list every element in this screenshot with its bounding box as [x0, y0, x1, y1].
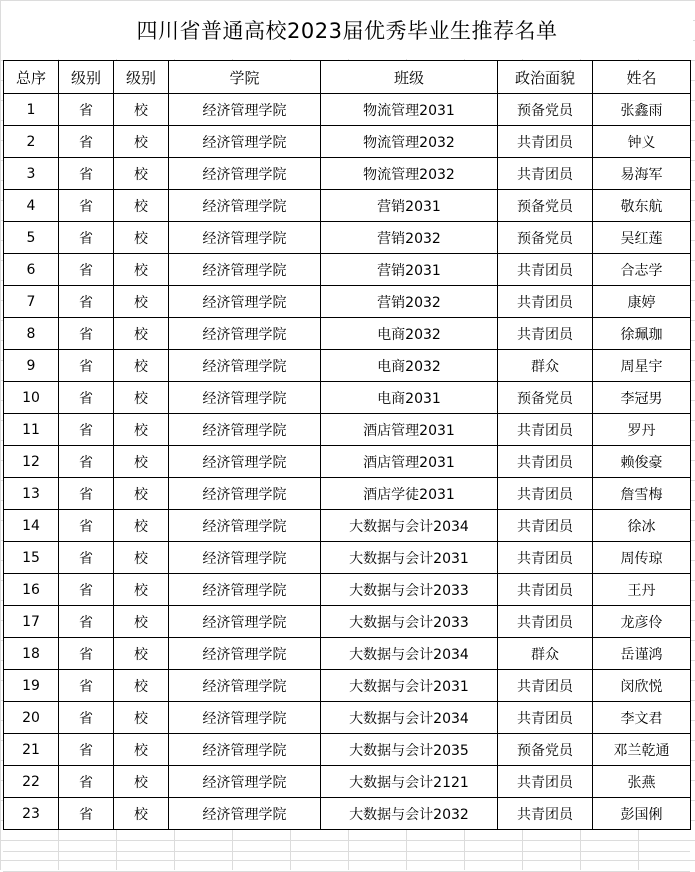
province-level-cell[interactable]: 省 — [59, 606, 114, 638]
college-cell[interactable]: 经济管理学院 — [169, 798, 321, 830]
province-level-cell[interactable]: 省 — [59, 798, 114, 830]
table-row — [4, 574, 691, 606]
political-status-cell[interactable]: 共青团员 — [498, 478, 593, 510]
class-cell[interactable]: 大数据与会计2121 — [321, 766, 498, 798]
college-cell[interactable]: 经济管理学院 — [169, 222, 321, 254]
serial-cell[interactable]: 5 — [4, 222, 59, 254]
student-name-cell[interactable]: 敬东航 — [593, 190, 691, 222]
class-cell[interactable]: 物流管理2031 — [321, 94, 498, 126]
table-row — [4, 350, 691, 382]
student-name-cell[interactable]: 易海军 — [593, 158, 691, 190]
province-level-cell[interactable]: 省 — [59, 126, 114, 158]
serial-cell[interactable]: 4 — [4, 190, 59, 222]
political-status-cell[interactable]: 共青团员 — [498, 446, 593, 478]
table-row — [4, 158, 691, 190]
serial-cell[interactable]: 9 — [4, 350, 59, 382]
serial-cell[interactable]: 1 — [4, 94, 59, 126]
student-name-cell[interactable]: 吴红莲 — [593, 222, 691, 254]
college-cell[interactable]: 经济管理学院 — [169, 478, 321, 510]
political-status-cell[interactable]: 预备党员 — [498, 94, 593, 126]
class-cell[interactable]: 物流管理2032 — [321, 126, 498, 158]
student-name-cell[interactable]: 张燕 — [593, 766, 691, 798]
school-level-cell[interactable]: 校 — [114, 158, 169, 190]
empty-row[interactable] — [3, 832, 690, 852]
political-status-cell[interactable]: 预备党员 — [498, 382, 593, 414]
empty-row[interactable] — [3, 852, 690, 872]
student-name-cell[interactable]: 李冠男 — [593, 382, 691, 414]
student-name-cell[interactable]: 王丹 — [593, 574, 691, 606]
political-status-cell[interactable]: 共青团员 — [498, 286, 593, 318]
serial-cell[interactable]: 22 — [4, 766, 59, 798]
school-level-cell[interactable]: 校 — [114, 606, 169, 638]
political-status-cell[interactable]: 共青团员 — [498, 510, 593, 542]
class-cell[interactable]: 大数据与会计2032 — [321, 798, 498, 830]
table-row — [4, 222, 691, 254]
school-level-cell[interactable]: 校 — [114, 414, 169, 446]
school-level-cell[interactable]: 校 — [114, 94, 169, 126]
school-level-cell[interactable]: 校 — [114, 638, 169, 670]
political-status-cell[interactable]: 共青团员 — [498, 702, 593, 734]
col-header-level-school[interactable]: 级别 — [114, 61, 169, 94]
col-header-serial[interactable]: 总序 — [4, 61, 59, 94]
province-level-cell[interactable]: 省 — [59, 318, 114, 350]
student-name-cell[interactable]: 彭国俐 — [593, 798, 691, 830]
political-status-cell[interactable]: 共青团员 — [498, 798, 593, 830]
serial-cell[interactable]: 18 — [4, 638, 59, 670]
class-cell[interactable]: 营销2032 — [321, 222, 498, 254]
political-status-cell[interactable]: 预备党员 — [498, 734, 593, 766]
table-row — [4, 254, 691, 286]
student-name-cell[interactable]: 赖俊豪 — [593, 446, 691, 478]
table-row — [4, 382, 691, 414]
sheet-title[interactable]: 四川省普通高校2023届优秀毕业生推荐名单 — [1, 1, 693, 59]
school-level-cell[interactable]: 校 — [114, 574, 169, 606]
serial-cell[interactable]: 6 — [4, 254, 59, 286]
school-level-cell[interactable]: 校 — [114, 190, 169, 222]
college-cell[interactable]: 经济管理学院 — [169, 542, 321, 574]
province-level-cell[interactable]: 省 — [59, 734, 114, 766]
college-cell[interactable]: 经济管理学院 — [169, 158, 321, 190]
school-level-cell[interactable]: 校 — [114, 798, 169, 830]
serial-cell[interactable]: 11 — [4, 414, 59, 446]
table-row — [4, 766, 691, 798]
graduate-roster-table — [3, 60, 691, 830]
school-level-cell[interactable]: 校 — [114, 478, 169, 510]
class-cell[interactable]: 营销2031 — [321, 254, 498, 286]
class-cell[interactable]: 大数据与会计2034 — [321, 638, 498, 670]
student-name-cell[interactable]: 邓兰乾通 — [593, 734, 691, 766]
school-level-cell[interactable]: 校 — [114, 446, 169, 478]
province-level-cell[interactable]: 省 — [59, 254, 114, 286]
province-level-cell[interactable]: 省 — [59, 286, 114, 318]
table-row — [4, 414, 691, 446]
college-cell[interactable]: 经济管理学院 — [169, 766, 321, 798]
class-cell[interactable]: 大数据与会计2034 — [321, 702, 498, 734]
class-cell[interactable]: 营销2031 — [321, 190, 498, 222]
student-name-cell[interactable]: 徐冰 — [593, 510, 691, 542]
political-status-cell[interactable]: 共青团员 — [498, 158, 593, 190]
province-level-cell[interactable]: 省 — [59, 94, 114, 126]
student-name-cell[interactable]: 罗丹 — [593, 414, 691, 446]
class-cell[interactable]: 电商2032 — [321, 350, 498, 382]
table-row — [4, 126, 691, 158]
political-status-cell[interactable]: 共青团员 — [498, 574, 593, 606]
roster-body — [4, 94, 691, 830]
serial-cell[interactable]: 19 — [4, 670, 59, 702]
class-cell[interactable]: 大数据与会计2035 — [321, 734, 498, 766]
school-level-cell[interactable]: 校 — [114, 318, 169, 350]
school-level-cell[interactable]: 校 — [114, 350, 169, 382]
student-name-cell[interactable]: 周传琼 — [593, 542, 691, 574]
college-cell[interactable]: 经济管理学院 — [169, 638, 321, 670]
student-name-cell[interactable]: 徐珮珈 — [593, 318, 691, 350]
student-name-cell[interactable]: 康婷 — [593, 286, 691, 318]
political-status-cell[interactable]: 群众 — [498, 638, 593, 670]
province-level-cell[interactable]: 省 — [59, 158, 114, 190]
class-cell[interactable]: 酒店管理2031 — [321, 414, 498, 446]
province-level-cell[interactable]: 省 — [59, 670, 114, 702]
class-cell[interactable]: 大数据与会计2031 — [321, 670, 498, 702]
school-level-cell[interactable]: 校 — [114, 766, 169, 798]
college-cell[interactable]: 经济管理学院 — [169, 414, 321, 446]
class-cell[interactable]: 电商2031 — [321, 382, 498, 414]
province-level-cell[interactable]: 省 — [59, 478, 114, 510]
serial-cell[interactable]: 7 — [4, 286, 59, 318]
college-cell[interactable]: 经济管理学院 — [169, 510, 321, 542]
table-row — [4, 702, 691, 734]
col-header-name[interactable]: 姓名 — [593, 61, 691, 94]
school-level-cell[interactable]: 校 — [114, 254, 169, 286]
political-status-cell[interactable]: 共青团员 — [498, 542, 593, 574]
province-level-cell[interactable]: 省 — [59, 542, 114, 574]
province-level-cell[interactable]: 省 — [59, 222, 114, 254]
province-level-cell[interactable]: 省 — [59, 446, 114, 478]
table-row — [4, 542, 691, 574]
class-cell[interactable]: 物流管理2032 — [321, 158, 498, 190]
table-row — [4, 286, 691, 318]
class-cell[interactable]: 营销2032 — [321, 286, 498, 318]
school-level-cell[interactable]: 校 — [114, 286, 169, 318]
table-row — [4, 734, 691, 766]
class-cell[interactable]: 大数据与会计2031 — [321, 542, 498, 574]
school-level-cell[interactable]: 校 — [114, 382, 169, 414]
serial-cell[interactable]: 13 — [4, 478, 59, 510]
province-level-cell[interactable]: 省 — [59, 414, 114, 446]
student-name-cell[interactable]: 张鑫雨 — [593, 94, 691, 126]
political-status-cell[interactable]: 共青团员 — [498, 318, 593, 350]
school-level-cell[interactable]: 校 — [114, 510, 169, 542]
college-cell[interactable]: 经济管理学院 — [169, 734, 321, 766]
college-cell[interactable]: 经济管理学院 — [169, 254, 321, 286]
serial-cell[interactable]: 23 — [4, 798, 59, 830]
serial-cell[interactable]: 8 — [4, 318, 59, 350]
serial-cell[interactable]: 10 — [4, 382, 59, 414]
empty-sheet-rows — [3, 832, 690, 872]
col-header-class[interactable]: 班级 — [321, 61, 498, 94]
college-cell[interactable]: 经济管理学院 — [169, 702, 321, 734]
class-cell[interactable]: 电商2032 — [321, 318, 498, 350]
student-name-cell[interactable]: 李文君 — [593, 702, 691, 734]
school-level-cell[interactable]: 校 — [114, 734, 169, 766]
class-cell[interactable]: 大数据与会计2033 — [321, 606, 498, 638]
province-level-cell[interactable]: 省 — [59, 766, 114, 798]
province-level-cell[interactable]: 省 — [59, 510, 114, 542]
college-cell[interactable]: 经济管理学院 — [169, 670, 321, 702]
table-row — [4, 510, 691, 542]
school-level-cell[interactable]: 校 — [114, 670, 169, 702]
college-cell[interactable]: 经济管理学院 — [169, 382, 321, 414]
student-name-cell[interactable]: 钟义 — [593, 126, 691, 158]
province-level-cell[interactable]: 省 — [59, 382, 114, 414]
table-row — [4, 478, 691, 510]
serial-cell[interactable]: 20 — [4, 702, 59, 734]
school-level-cell[interactable]: 校 — [114, 126, 169, 158]
political-status-cell[interactable]: 共青团员 — [498, 766, 593, 798]
table-row — [4, 638, 691, 670]
political-status-cell[interactable]: 共青团员 — [498, 414, 593, 446]
table-row — [4, 670, 691, 702]
province-level-cell[interactable]: 省 — [59, 574, 114, 606]
province-level-cell[interactable]: 省 — [59, 702, 114, 734]
serial-cell[interactable]: 2 — [4, 126, 59, 158]
political-status-cell[interactable]: 共青团员 — [498, 606, 593, 638]
province-level-cell[interactable]: 省 — [59, 638, 114, 670]
college-cell[interactable]: 经济管理学院 — [169, 286, 321, 318]
political-status-cell[interactable]: 共青团员 — [498, 670, 593, 702]
class-cell[interactable]: 大数据与会计2033 — [321, 574, 498, 606]
class-cell[interactable]: 酒店管理2031 — [321, 446, 498, 478]
class-cell[interactable]: 酒店学徒2031 — [321, 478, 498, 510]
class-cell[interactable]: 大数据与会计2034 — [321, 510, 498, 542]
serial-cell[interactable]: 21 — [4, 734, 59, 766]
student-name-cell[interactable]: 闵欣悦 — [593, 670, 691, 702]
college-cell[interactable]: 经济管理学院 — [169, 606, 321, 638]
student-name-cell[interactable]: 岳谨鸿 — [593, 638, 691, 670]
student-name-cell[interactable]: 龙彦伶 — [593, 606, 691, 638]
school-level-cell[interactable]: 校 — [114, 702, 169, 734]
serial-cell[interactable]: 17 — [4, 606, 59, 638]
table-row — [4, 606, 691, 638]
province-level-cell[interactable]: 省 — [59, 350, 114, 382]
political-status-cell[interactable]: 群众 — [498, 350, 593, 382]
college-cell[interactable]: 经济管理学院 — [169, 318, 321, 350]
political-status-cell[interactable]: 预备党员 — [498, 222, 593, 254]
college-cell[interactable]: 经济管理学院 — [169, 350, 321, 382]
college-cell[interactable]: 经济管理学院 — [169, 126, 321, 158]
college-cell[interactable]: 经济管理学院 — [169, 574, 321, 606]
col-header-political-status[interactable]: 政治面貌 — [498, 61, 593, 94]
serial-cell[interactable]: 12 — [4, 446, 59, 478]
political-status-cell[interactable]: 预备党员 — [498, 190, 593, 222]
serial-cell[interactable]: 15 — [4, 542, 59, 574]
school-level-cell[interactable]: 校 — [114, 542, 169, 574]
col-header-college[interactable]: 学院 — [169, 61, 321, 94]
student-name-cell[interactable]: 周星宇 — [593, 350, 691, 382]
table-row — [4, 94, 691, 126]
serial-cell[interactable]: 3 — [4, 158, 59, 190]
college-cell[interactable]: 经济管理学院 — [169, 446, 321, 478]
table-row — [4, 798, 691, 830]
political-status-cell[interactable]: 共青团员 — [498, 254, 593, 286]
table-row — [4, 190, 691, 222]
student-name-cell[interactable]: 合志学 — [593, 254, 691, 286]
province-level-cell[interactable]: 省 — [59, 190, 114, 222]
college-cell[interactable]: 经济管理学院 — [169, 94, 321, 126]
table-row — [4, 318, 691, 350]
header-row — [4, 61, 691, 94]
table-row — [4, 446, 691, 478]
college-cell[interactable]: 经济管理学院 — [169, 190, 321, 222]
school-level-cell[interactable]: 校 — [114, 222, 169, 254]
serial-cell[interactable]: 14 — [4, 510, 59, 542]
student-name-cell[interactable]: 詹雪梅 — [593, 478, 691, 510]
serial-cell[interactable]: 16 — [4, 574, 59, 606]
col-header-level-province[interactable]: 级别 — [59, 61, 114, 94]
political-status-cell[interactable]: 共青团员 — [498, 126, 593, 158]
